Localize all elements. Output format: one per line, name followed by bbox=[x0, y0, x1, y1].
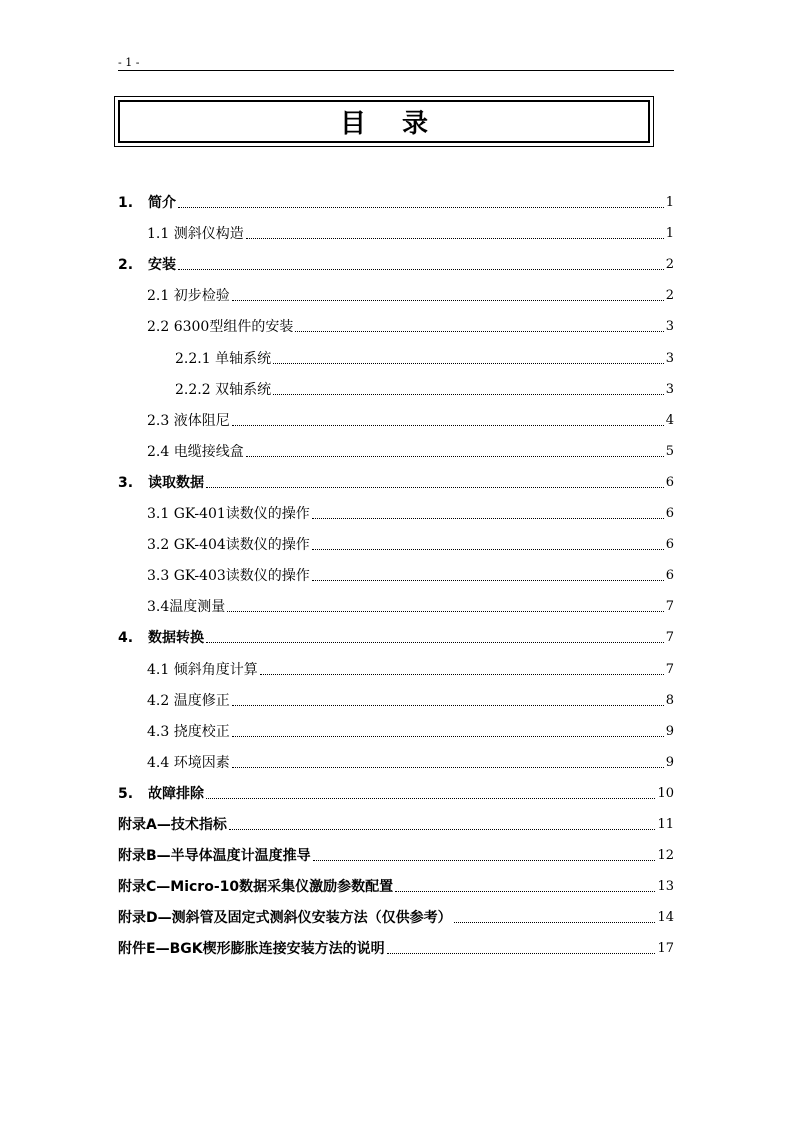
toc-entry[interactable] bbox=[118, 437, 674, 468]
table-of-contents bbox=[118, 188, 674, 965]
toc-entry-title: 3.4温度测量 bbox=[147, 599, 226, 616]
toc-entry-page: 6 bbox=[665, 474, 674, 490]
dot-leader bbox=[232, 767, 664, 768]
toc-entry-page: 1 bbox=[665, 226, 674, 242]
toc-entry-page: 3 bbox=[665, 319, 674, 335]
toc-entry-title: 3.2 GK-404读数仪的操作 bbox=[147, 537, 310, 554]
toc-entry[interactable] bbox=[118, 499, 674, 530]
toc-entry-page: 12 bbox=[657, 848, 674, 864]
toc-entry-title: 数据转换 bbox=[148, 630, 204, 647]
dot-leader bbox=[232, 736, 664, 737]
toc-entry-page: 3 bbox=[665, 381, 674, 397]
toc-entry-title: 附录B—半导体温度计温度推导 bbox=[118, 848, 311, 865]
toc-entry-title: 附录D—测斜管及固定式测斜仪安装方法（仅供参考） bbox=[118, 910, 452, 927]
toc-entry-page: 14 bbox=[657, 910, 674, 926]
dot-leader bbox=[246, 238, 664, 239]
dot-leader bbox=[206, 642, 664, 643]
toc-entry-title: 2.4 电缆接线盒 bbox=[147, 443, 244, 460]
dot-leader bbox=[232, 705, 664, 706]
toc-entry-page: 7 bbox=[665, 630, 674, 646]
page-header bbox=[118, 56, 674, 71]
toc-entry-title: 故障排除 bbox=[148, 785, 204, 802]
dot-leader bbox=[232, 300, 664, 301]
dot-leader bbox=[232, 425, 664, 426]
toc-entry-page: 2 bbox=[665, 257, 674, 273]
toc-entry-page: 9 bbox=[665, 754, 674, 770]
title-frame bbox=[114, 96, 654, 147]
toc-entry-title: 附录A—技术指标 bbox=[118, 816, 227, 833]
toc-entry[interactable] bbox=[118, 530, 674, 561]
toc-entry-page: 11 bbox=[657, 816, 674, 832]
page-title: 目录 bbox=[339, 109, 464, 139]
toc-entry-title: 3.3 GK-403读数仪的操作 bbox=[147, 568, 310, 585]
toc-entry-page: 7 bbox=[665, 661, 674, 677]
toc-entry-title: 2.1 初步检验 bbox=[147, 288, 230, 305]
toc-entry[interactable] bbox=[118, 903, 674, 934]
toc-entry[interactable] bbox=[118, 623, 674, 654]
toc-entry[interactable] bbox=[118, 592, 674, 623]
toc-entry-title: 3.1 GK-401读数仪的操作 bbox=[147, 506, 310, 523]
toc-entry-title: 1.1 测斜仪构造 bbox=[147, 226, 244, 243]
toc-entry[interactable] bbox=[118, 281, 674, 312]
toc-entry-page: 17 bbox=[657, 941, 674, 957]
toc-entry-title: 4.1 倾斜角度计算 bbox=[147, 661, 258, 678]
toc-entry[interactable] bbox=[118, 188, 674, 219]
toc-entry[interactable] bbox=[118, 748, 674, 779]
toc-entry-number: 3. bbox=[118, 474, 134, 491]
toc-entry-title: 2.2 6300型组件的安装 bbox=[147, 319, 294, 336]
toc-entry-title: 4.4 环境因素 bbox=[147, 754, 230, 771]
dot-leader bbox=[178, 207, 664, 208]
dot-leader bbox=[273, 363, 664, 364]
toc-entry[interactable] bbox=[118, 343, 674, 374]
toc-entry-number: 1. bbox=[118, 195, 134, 212]
dot-leader bbox=[229, 829, 656, 830]
toc-entry[interactable] bbox=[118, 872, 674, 903]
toc-entry-page: 6 bbox=[665, 506, 674, 522]
toc-entry[interactable] bbox=[118, 468, 674, 499]
dot-leader bbox=[312, 518, 664, 519]
toc-entry-number: 4. bbox=[118, 630, 134, 647]
dot-leader bbox=[206, 798, 655, 799]
toc-entry-title: 读取数据 bbox=[148, 474, 204, 491]
dot-leader bbox=[454, 922, 656, 923]
dot-leader bbox=[178, 269, 664, 270]
dot-leader bbox=[387, 953, 656, 954]
toc-entry[interactable] bbox=[118, 717, 674, 748]
dot-leader bbox=[227, 611, 663, 612]
dot-leader bbox=[313, 860, 656, 861]
dot-leader bbox=[395, 891, 655, 892]
dot-leader bbox=[312, 549, 664, 550]
toc-entry[interactable] bbox=[118, 779, 674, 810]
toc-entry-page: 4 bbox=[665, 412, 674, 428]
toc-entry-title: 2.2.1 单轴系统 bbox=[175, 350, 272, 367]
toc-entry-page: 2 bbox=[665, 288, 674, 304]
toc-entry-page: 5 bbox=[665, 443, 674, 459]
toc-entry[interactable] bbox=[118, 810, 674, 841]
toc-entry-title: 简介 bbox=[148, 195, 176, 212]
toc-entry-title: 4.2 温度修正 bbox=[147, 692, 230, 709]
toc-entry-number: 2. bbox=[118, 257, 134, 274]
toc-entry[interactable] bbox=[118, 375, 674, 406]
toc-entry-number: 5. bbox=[118, 785, 134, 802]
toc-entry-title: 2.3 液体阻尼 bbox=[147, 412, 230, 429]
toc-entry-title: 4.3 挠度校正 bbox=[147, 723, 230, 740]
toc-entry[interactable] bbox=[118, 219, 674, 250]
toc-entry-page: 1 bbox=[665, 195, 674, 211]
toc-entry-page: 13 bbox=[657, 879, 674, 895]
toc-entry-page: 3 bbox=[665, 350, 674, 366]
toc-entry-title: 附录C—Micro-10数据采集仪激励参数配置 bbox=[118, 879, 394, 896]
toc-entry-page: 7 bbox=[665, 599, 674, 615]
dot-leader bbox=[312, 580, 664, 581]
toc-entry[interactable] bbox=[118, 934, 674, 965]
page-number: - 1 - bbox=[118, 56, 140, 69]
toc-entry-page: 9 bbox=[665, 723, 674, 739]
toc-entry-page: 6 bbox=[665, 568, 674, 584]
toc-entry-page: 10 bbox=[657, 785, 674, 801]
toc-entry-page: 8 bbox=[665, 692, 674, 708]
toc-entry[interactable] bbox=[118, 406, 674, 437]
toc-entry-title: 安装 bbox=[148, 257, 176, 274]
toc-entry-title: 附件E—BGK楔形膨胀连接安装方法的说明 bbox=[118, 941, 385, 958]
toc-entry[interactable] bbox=[118, 250, 674, 281]
toc-entry[interactable] bbox=[118, 312, 674, 343]
dot-leader bbox=[246, 456, 664, 457]
dot-leader bbox=[295, 331, 663, 332]
toc-entry[interactable] bbox=[118, 841, 674, 872]
toc-entry[interactable] bbox=[118, 686, 674, 717]
toc-entry-page: 6 bbox=[665, 537, 674, 553]
toc-entry[interactable] bbox=[118, 654, 674, 685]
toc-entry-title: 2.2.2 双轴系统 bbox=[175, 381, 272, 398]
dot-leader bbox=[273, 394, 664, 395]
dot-leader bbox=[260, 674, 664, 675]
dot-leader bbox=[206, 487, 664, 488]
toc-entry[interactable] bbox=[118, 561, 674, 592]
